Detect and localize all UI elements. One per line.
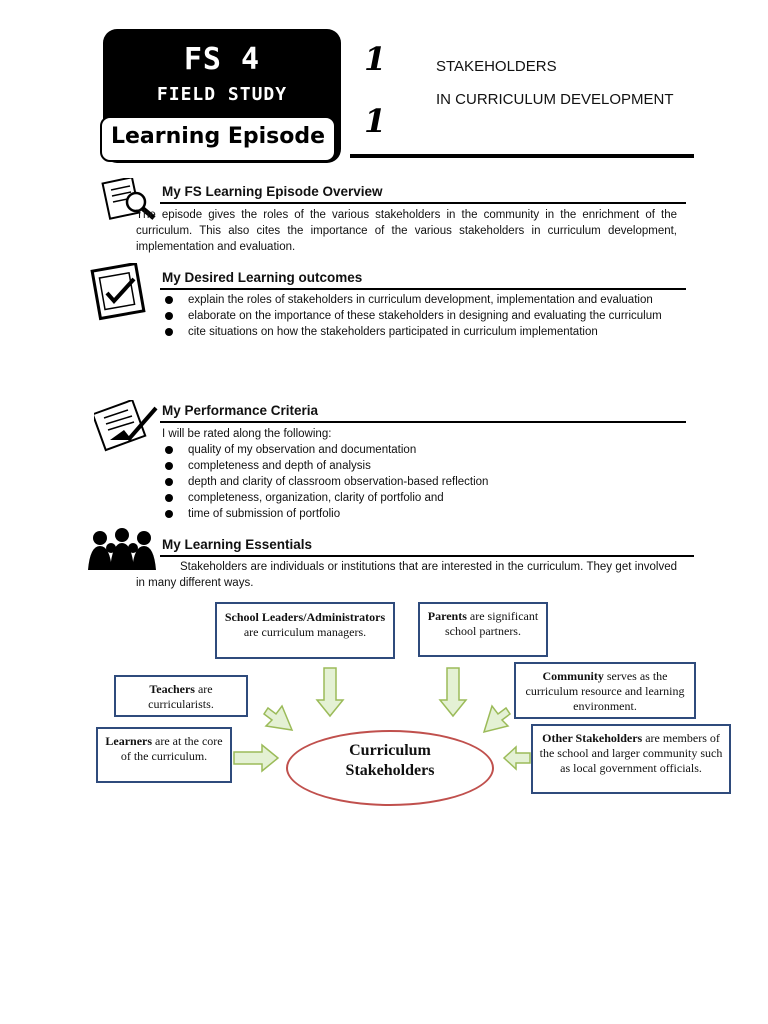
node-parents-bold: Parents bbox=[427, 609, 467, 623]
arrow-learners bbox=[234, 745, 278, 771]
overview-text: The episode gives the roles of the various stakeholders in the community in the enrichment of the curriculum. This also cites the importance of the various stakeholders in curriculum development, implementation and evaluation. bbox=[136, 209, 677, 253]
arrow-school-leaders bbox=[317, 668, 343, 716]
arrow-parents bbox=[440, 668, 466, 716]
center-line2: Stakeholders bbox=[345, 762, 435, 779]
criteria-heading: My Performance Criteria bbox=[162, 403, 319, 418]
episode-title-line1: STAKEHOLDERS bbox=[436, 58, 557, 75]
episode-title-line2: IN CURRICULUM DEVELOPMENT bbox=[436, 91, 674, 108]
essentials-heading: My Learning Essentials bbox=[162, 537, 313, 552]
node-teachers-text: are curricularists. bbox=[148, 682, 214, 711]
overview-heading: My FS Learning Episode Overview bbox=[162, 184, 383, 199]
course-subtitle: FIELD STUDY bbox=[156, 84, 288, 105]
node-community-text: serves as the curriculum resource and learning environment. bbox=[525, 669, 685, 713]
arrow-other-stakeholders bbox=[504, 747, 530, 769]
node-parents bbox=[418, 602, 548, 657]
list-item: depth and clarity of classroom observation-based reflection bbox=[162, 474, 682, 490]
node-learners bbox=[96, 727, 232, 783]
list-item: completeness, organization, clarity of portfolio and bbox=[162, 490, 682, 506]
node-others-bold: Other Stakeholders bbox=[542, 731, 643, 745]
node-school-leaders-text: are curriculum managers. bbox=[243, 625, 367, 639]
list-item: explain the roles of stakeholders in curriculum development, implementation and evaluation bbox=[162, 292, 682, 308]
node-community-bold: Community bbox=[542, 669, 604, 683]
outcomes-heading: My Desired Learning outcomes bbox=[162, 270, 363, 285]
node-learners-bold: Learners bbox=[105, 734, 153, 748]
list-item: elaborate on the importance of these stakeholders in designing and evaluating the curriculum bbox=[162, 308, 682, 324]
node-teachers bbox=[114, 675, 248, 717]
arrow-community bbox=[484, 706, 510, 732]
node-teachers-bold: Teachers bbox=[149, 682, 195, 696]
list-item: quality of my observation and documentation bbox=[162, 442, 682, 458]
curriculum-stakeholders-label bbox=[286, 741, 494, 781]
node-other-stakeholders bbox=[531, 724, 731, 794]
list-item: time of submission of portfolio bbox=[162, 506, 682, 522]
list-item: completeness and depth of analysis bbox=[162, 458, 682, 474]
node-community bbox=[514, 662, 696, 719]
learning-episode-label: Learning Episode bbox=[110, 124, 326, 149]
episode-number-top: 1 bbox=[364, 40, 387, 78]
node-school-leaders-bold: School Leaders/Administrators bbox=[224, 610, 386, 624]
node-learners-text: are at the core of the curriculum. bbox=[120, 734, 223, 763]
course-code: FS 4 bbox=[183, 42, 261, 77]
node-others-text: are members of the school and larger community such as local government officials. bbox=[539, 731, 723, 775]
essentials-text: Stakeholders are individuals or institutions that are interested in the curriculum. They get involved in many different ways. bbox=[136, 561, 677, 589]
criteria-intro: I will be rated along the following: bbox=[162, 428, 332, 440]
node-parents-text: are significant school partners. bbox=[445, 609, 539, 638]
node-school-leaders bbox=[215, 602, 395, 659]
arrow-teachers bbox=[264, 706, 292, 730]
center-line1: Curriculum bbox=[349, 742, 431, 759]
list-item: cite situations on how the stakeholders participated in curriculum implementation bbox=[162, 324, 682, 340]
episode-number-bottom: 1 bbox=[364, 102, 387, 140]
